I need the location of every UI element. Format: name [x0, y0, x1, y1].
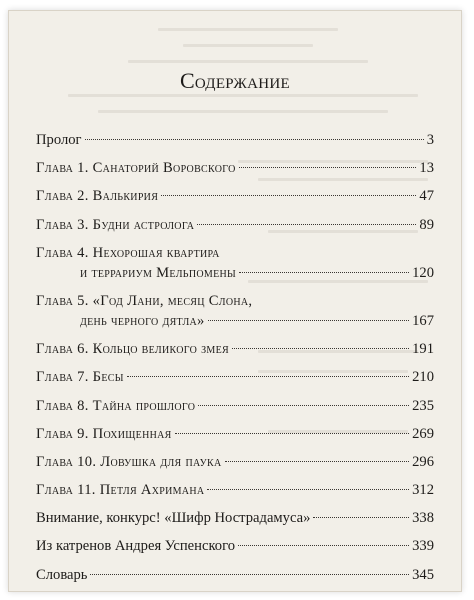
leader-dots	[127, 376, 409, 377]
toc-entry-label: Глава 4. Нехорошая квартира	[36, 244, 220, 261]
toc-entry-label: Глава 9. Похищенная	[36, 425, 172, 442]
toc-entry-label: Глава 2. Валькирия	[36, 188, 159, 205]
toc-entry[interactable]	[36, 396, 434, 416]
leader-dots	[239, 272, 409, 273]
leader-dots	[90, 574, 409, 575]
leader-dots	[197, 224, 416, 225]
leader-dots	[238, 545, 409, 546]
toc-entry-label: Глава 6. Кольцо великого змея	[36, 341, 229, 358]
leader-dots	[232, 348, 409, 349]
toc-entry-page: 89	[419, 216, 434, 233]
leader-dots	[85, 139, 424, 140]
toc-entry[interactable]	[36, 536, 434, 556]
toc-entry[interactable]	[36, 243, 434, 283]
toc-entry-label: Глава 3. Будни астролога	[36, 216, 195, 233]
toc-entry[interactable]	[36, 158, 434, 178]
leader-dots	[207, 489, 409, 490]
toc-entry-page: 296	[412, 453, 434, 470]
toc-entry-page: 167	[412, 312, 434, 329]
leader-dots	[175, 433, 410, 434]
toc-entry-label: Глава 11. Петля Ахримана	[36, 482, 205, 499]
toc-entry-label: Глава 10. Ловушка для паука	[36, 453, 222, 470]
toc-entry[interactable]	[36, 480, 434, 500]
toc-entry-page: 13	[419, 160, 434, 177]
toc-entry-page: 120	[412, 264, 434, 281]
toc-entry[interactable]	[36, 186, 434, 206]
toc-entry[interactable]	[36, 565, 434, 585]
leader-dots	[239, 167, 417, 168]
toc-entry[interactable]	[36, 130, 434, 150]
toc-entry-continuation: и террариум Мельпомены	[80, 264, 237, 281]
toc-entry-continuation: день черного дятла»	[80, 312, 205, 329]
toc-entry-label: Из катренов Андрея Успенского	[36, 538, 236, 555]
toc-list	[36, 130, 434, 592]
toc-entry-page: 210	[412, 369, 434, 386]
toc-entry-label: Глава 1. Санаторий Воровского	[36, 160, 236, 177]
toc-entry[interactable]	[36, 339, 434, 359]
toc-entry-page: 339	[412, 538, 434, 555]
toc-entry[interactable]	[36, 215, 434, 235]
toc-entry-page: 3	[426, 132, 434, 148]
toc-entry-label: Глава 7. Бесы	[36, 369, 124, 386]
leader-dots	[161, 195, 416, 196]
toc-entry-label: Словарь	[36, 566, 88, 583]
toc-title: Содержание	[179, 68, 291, 93]
toc-entry-page: 47	[419, 188, 434, 205]
toc-entry[interactable]	[36, 424, 434, 444]
toc-entry-page: 235	[412, 397, 434, 414]
leader-dots	[225, 461, 410, 462]
leader-dots	[208, 320, 409, 321]
toc-entry[interactable]	[36, 291, 434, 331]
toc-entry-label: Внимание, конкурс! «Шифр Нострадамуса»	[36, 510, 311, 527]
toc-entry-label: Пролог	[36, 132, 82, 148]
toc-entry-page: 312	[412, 482, 434, 499]
toc-entry-page: 191	[412, 341, 434, 358]
toc-entry-label: Глава 8. Тайна прошлого	[36, 397, 196, 414]
toc-entry[interactable]	[36, 367, 434, 387]
toc-entry-page: 338	[412, 510, 434, 527]
toc-entry-label: Глава 5. «Год Лани, месяц Слона,	[36, 292, 253, 309]
toc-entry-page: 345	[412, 566, 434, 583]
toc-entry[interactable]	[36, 508, 434, 528]
book-page	[8, 10, 462, 592]
toc-entry[interactable]	[36, 452, 434, 472]
leader-dots	[313, 517, 409, 518]
toc-entry-page: 269	[412, 425, 434, 442]
leader-dots	[198, 405, 409, 406]
